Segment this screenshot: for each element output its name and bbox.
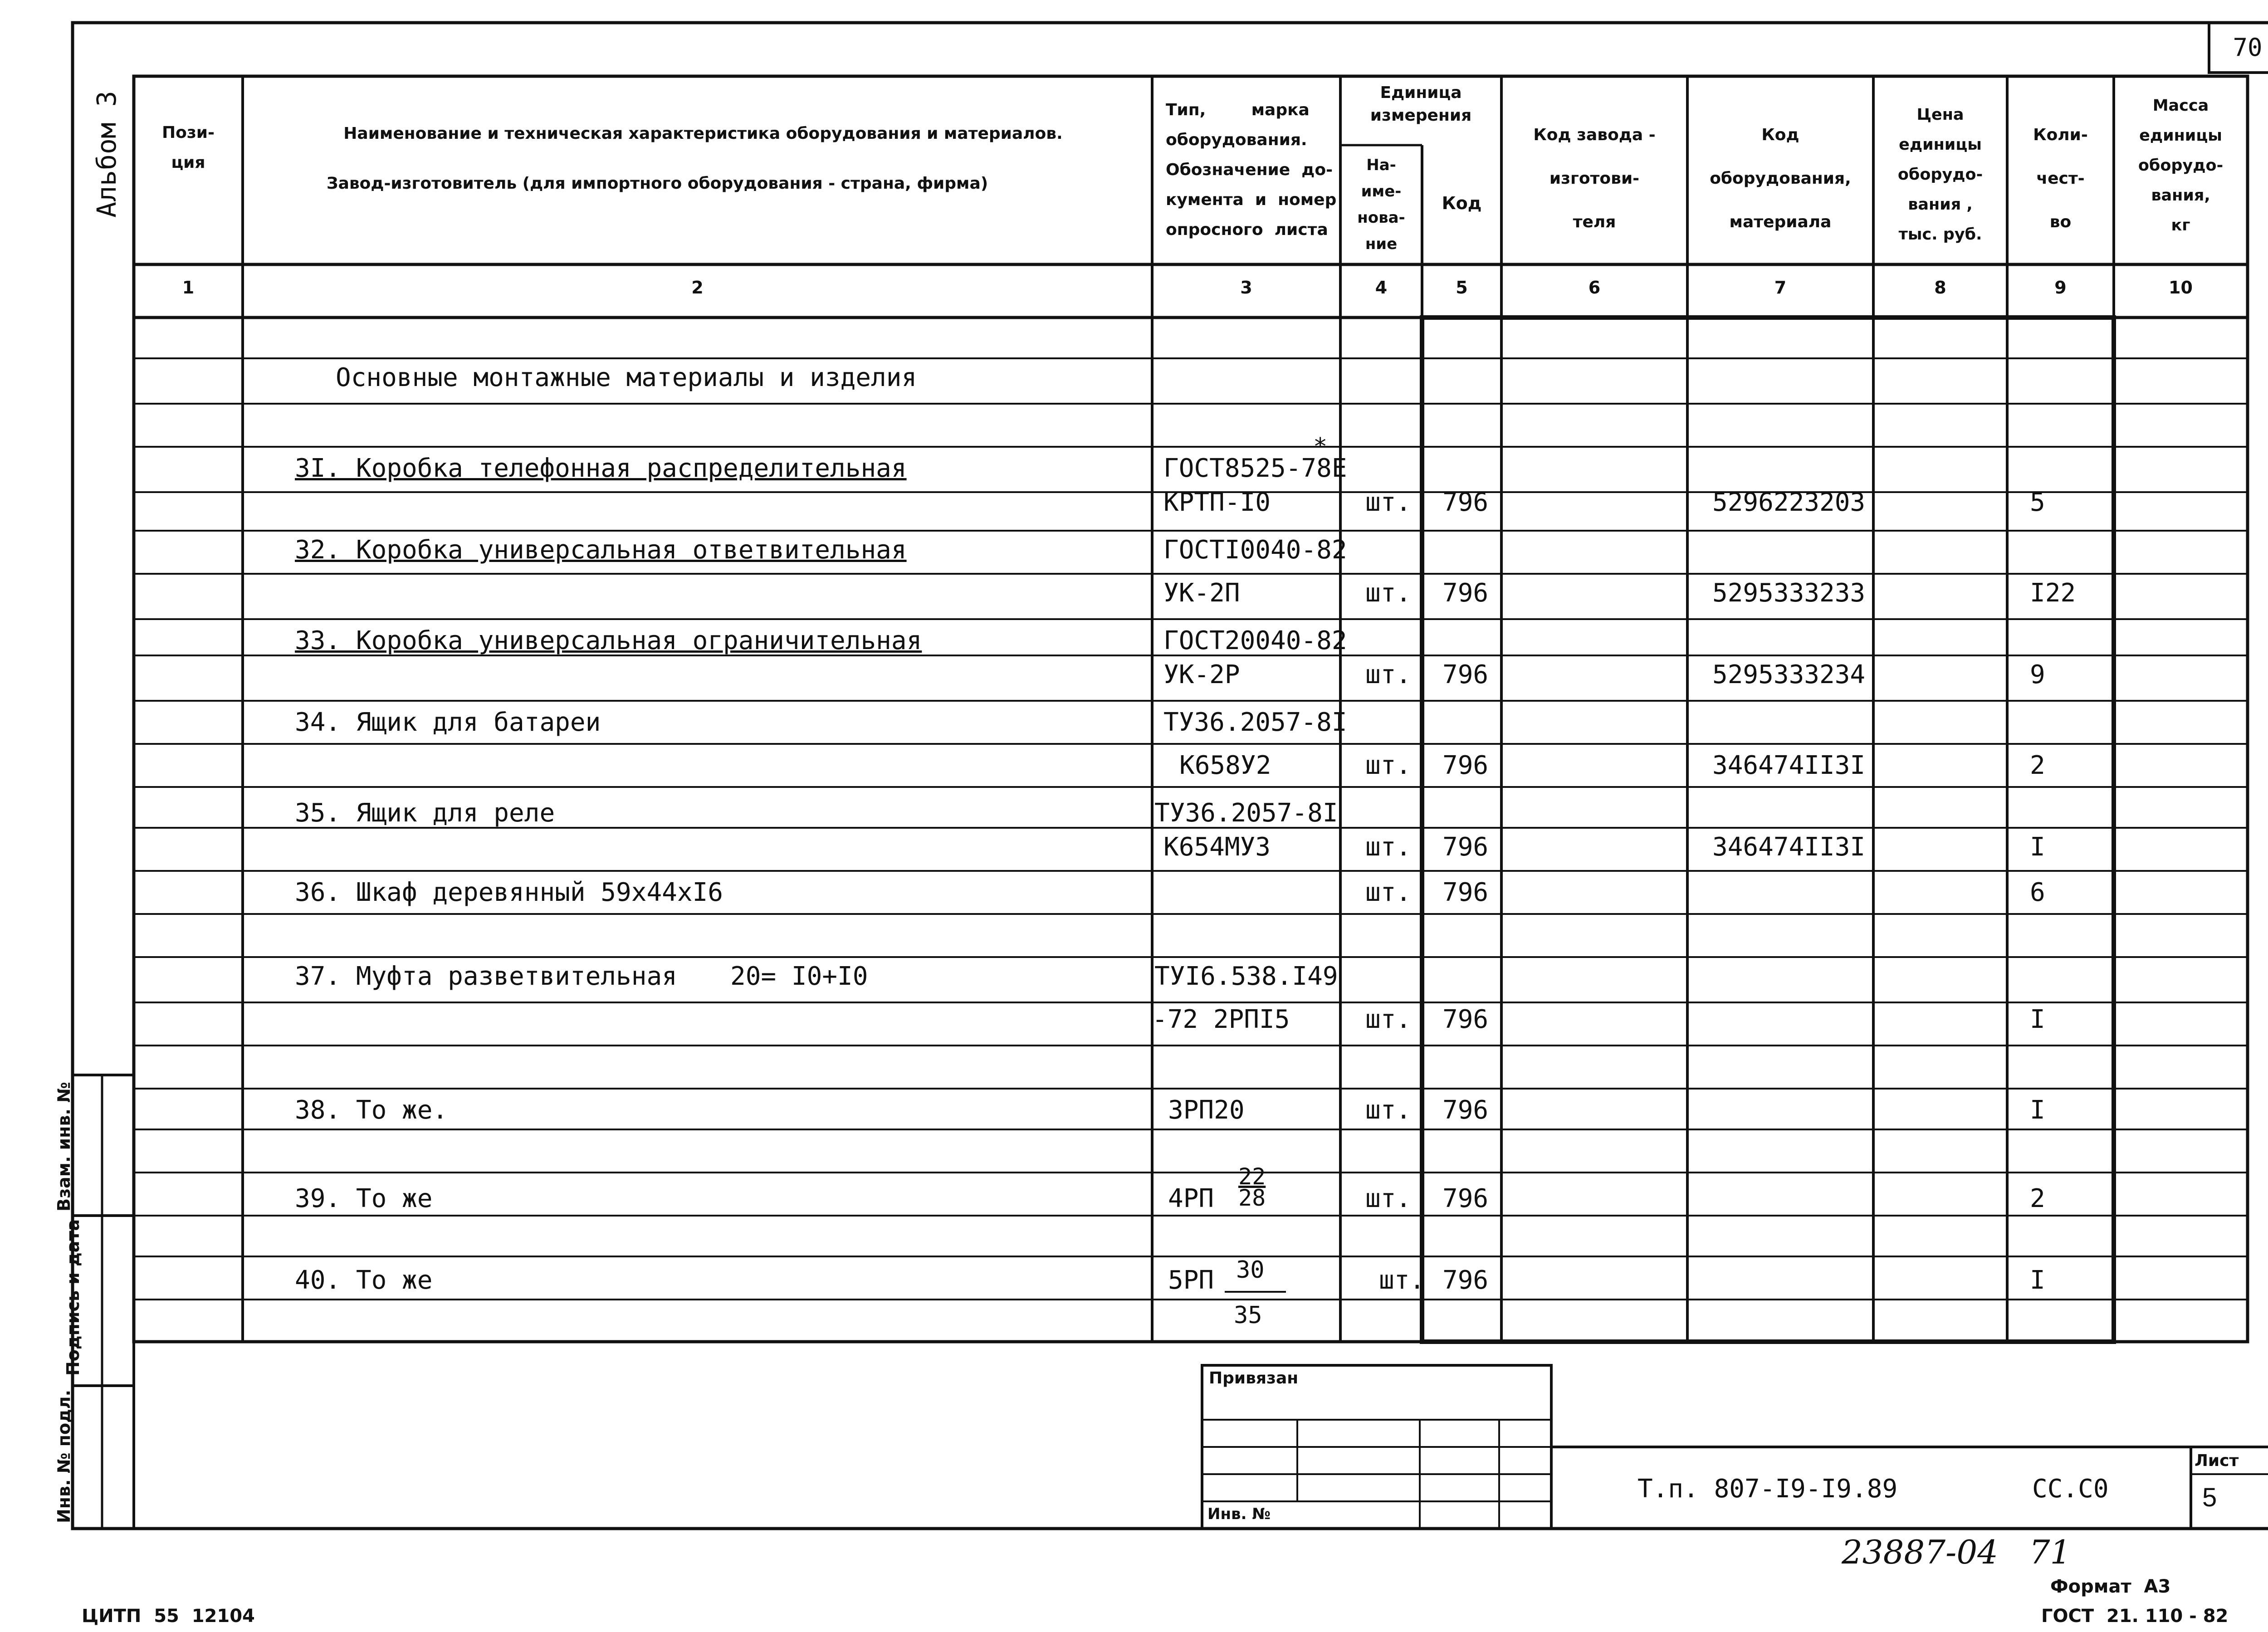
row-31-name: 3I. Коробка телефонная распределительная bbox=[295, 454, 907, 483]
row-37-qty: I bbox=[2030, 1005, 2045, 1034]
header-price: Цена единицы оборудо- вания , тыс. руб. bbox=[1897, 106, 1983, 244]
row-33-code: 796 bbox=[1442, 660, 1489, 689]
side-label-inv-orig: Инв. № подл. bbox=[54, 1389, 74, 1523]
row-39-name: 39. То же bbox=[295, 1184, 433, 1213]
row-37-type: -72 2РПI5 bbox=[1152, 1005, 1290, 1034]
row-39-unit: шт. bbox=[1365, 1184, 1412, 1213]
row-38-type: 3РП20 bbox=[1168, 1095, 1245, 1125]
colnum-2: 2 bbox=[691, 278, 704, 298]
row-38-code: 796 bbox=[1442, 1095, 1489, 1125]
header-quantity: Коли- чест- во bbox=[2033, 126, 2088, 231]
row-31-type: КРТП-I0 bbox=[1163, 488, 1271, 517]
row-31-doc-mark: * bbox=[1313, 433, 1328, 460]
row-37-code: 796 bbox=[1442, 1005, 1489, 1034]
row-33-doc: ГОСТ20040-82 bbox=[1163, 626, 1347, 655]
stamp-sheet-number: 5 bbox=[2202, 1483, 2217, 1512]
row-31-qty: 5 bbox=[2030, 488, 2045, 517]
colnum-7: 7 bbox=[1774, 278, 1787, 298]
row-39-qty: 2 bbox=[2030, 1184, 2045, 1213]
row-37-doc: ТУI6.538.I49 bbox=[1154, 962, 1338, 991]
row-31-doc: ГОСТ8525-78Е bbox=[1163, 454, 1347, 483]
row-36-code: 796 bbox=[1442, 878, 1489, 907]
header-plant-code: Код завода - изготови- теля bbox=[1533, 126, 1656, 231]
row-34-doc: ТУ36.2057-8I bbox=[1163, 708, 1347, 737]
row-33-qty: 9 bbox=[2030, 660, 2045, 689]
row-36-unit: шт. bbox=[1365, 878, 1412, 907]
header-unit-group: Единица измерения bbox=[1370, 83, 1472, 125]
header-type: Тип, марка оборудования. Обозначение до- кумента и номер опросного листа bbox=[1166, 101, 1337, 239]
stamp-sheet-label: Лист bbox=[2195, 1451, 2239, 1470]
row-36-qty: 6 bbox=[2030, 878, 2045, 907]
header-unit-name: На- име- нова- ние bbox=[1357, 156, 1405, 253]
row-40-qty: I bbox=[2030, 1266, 2045, 1295]
row-31-code: 796 bbox=[1442, 488, 1489, 517]
colnum-8: 8 bbox=[1934, 278, 1946, 298]
row-38-qty: I bbox=[2030, 1095, 2045, 1125]
row-39-code: 796 bbox=[1442, 1184, 1489, 1213]
gost-label: ГОСТ 21. 110 - 82 bbox=[2041, 1606, 2229, 1627]
colnum-3: 3 bbox=[1240, 278, 1252, 298]
row-32-qty: I22 bbox=[2030, 578, 2076, 608]
row-33-type: УК-2Р bbox=[1163, 660, 1240, 689]
row-34-unit: шт. bbox=[1365, 751, 1412, 780]
row-31-unit: шт. bbox=[1365, 488, 1412, 517]
row-35-name: 35. Ящик для реле bbox=[295, 798, 555, 828]
row-35-qty: I bbox=[2030, 832, 2045, 862]
handwritten-inventory-number: 23887-04 71 bbox=[1842, 1533, 2071, 1571]
stamp-linked-label: Привязан bbox=[1209, 1369, 1299, 1388]
row-35-material-code: 346474II3I bbox=[1712, 832, 1866, 862]
side-label-signature: Подпись и дата bbox=[63, 1219, 83, 1376]
row-32-code: 796 bbox=[1442, 578, 1489, 608]
colnum-10: 10 bbox=[2169, 278, 2193, 298]
row-34-material-code: 346474II3I bbox=[1712, 751, 1866, 780]
row-38-name: 38. То же. bbox=[295, 1095, 448, 1125]
row-34-code: 796 bbox=[1442, 751, 1489, 780]
row-32-name: 32. Коробка универсальная ответвительная bbox=[295, 535, 907, 565]
row-40-name: 40. То же bbox=[295, 1266, 433, 1295]
row-32-material-code: 5295333233 bbox=[1712, 578, 1866, 608]
row-33-unit: шт. bbox=[1365, 660, 1412, 689]
album-label: Альбом 3 bbox=[91, 91, 122, 218]
row-33-name: 33. Коробка универсальная ограничительная bbox=[295, 626, 922, 655]
row-38-unit: шт. bbox=[1365, 1095, 1412, 1125]
row-34-type: К658У2 bbox=[1179, 751, 1271, 780]
footer-print-code: ЦИТП 55 12104 bbox=[82, 1606, 255, 1627]
row-40-frac-den: 35 bbox=[1234, 1302, 1262, 1329]
bold-codes-box bbox=[1422, 318, 2114, 1342]
side-label-vzam: Взам. инв. № bbox=[54, 1082, 74, 1212]
colnum-4: 4 bbox=[1375, 278, 1388, 298]
row-35-unit: шт. bbox=[1365, 832, 1412, 862]
header-mass: Масса единицы оборудо- вания, кг bbox=[2138, 97, 2224, 235]
row-39-frac-num: 22 bbox=[1238, 1163, 1266, 1190]
row-40-code: 796 bbox=[1442, 1266, 1489, 1295]
section-title: Основные монтажные материалы и изделия bbox=[336, 363, 917, 392]
row-32-unit: шт. bbox=[1365, 578, 1412, 608]
row-31-material-code: 5296223203 bbox=[1712, 488, 1866, 517]
row-34-qty: 2 bbox=[2030, 751, 2045, 780]
header-position: Пози- ция bbox=[162, 123, 215, 172]
colnum-1: 1 bbox=[182, 278, 195, 298]
row-33-material-code: 5295333234 bbox=[1712, 660, 1866, 689]
format-label: Формат А3 bbox=[2050, 1576, 2171, 1597]
colnum-5: 5 bbox=[1456, 278, 1468, 298]
row-32-type: УК-2П bbox=[1163, 578, 1240, 608]
row-37-name: 37. Муфта разветвительная bbox=[295, 962, 677, 991]
header-name-line2: Завод-изготовитель (для импортного оборудования - страна, фирма) bbox=[327, 174, 988, 193]
row-32-doc: ГОСТI0040-82 bbox=[1163, 535, 1347, 565]
row-36-name: 36. Шкаф деревянный 59х44хI6 bbox=[295, 878, 723, 907]
colnum-9: 9 bbox=[2054, 278, 2067, 298]
page-number: 70 bbox=[2233, 33, 2263, 62]
row-40-frac-num: 30 bbox=[1236, 1256, 1265, 1284]
row-39-frac-den: 28 bbox=[1238, 1185, 1266, 1211]
stamp-inv-label: Инв. № bbox=[1207, 1505, 1271, 1523]
header-unit-code: Код bbox=[1442, 193, 1482, 213]
row-34-name: 34. Ящик для батареи bbox=[295, 708, 601, 737]
row-35-doc: ТУ36.2057-8I bbox=[1154, 798, 1338, 828]
row-37-formula: 20= I0+I0 bbox=[730, 962, 868, 991]
row-37-unit: шт. bbox=[1365, 1005, 1412, 1034]
row-39-type: 4РП bbox=[1168, 1184, 1214, 1213]
header-material-code: Код оборудования, материала bbox=[1710, 126, 1851, 231]
row-35-type: К654МУ3 bbox=[1163, 832, 1271, 862]
stamp-doc-code: Т.п. 807-I9-I9.89 bbox=[1637, 1474, 1898, 1504]
row-35-code: 796 bbox=[1442, 832, 1489, 862]
stamp-sheet-mark: СС.С0 bbox=[2032, 1474, 2109, 1504]
colnum-6: 6 bbox=[1588, 278, 1601, 298]
header-name-line1: Наименование и техническая характеристика оборудования и материалов. bbox=[343, 124, 1063, 143]
row-40-type: 5РП bbox=[1168, 1266, 1214, 1295]
row-40-unit: шт. bbox=[1379, 1266, 1425, 1295]
